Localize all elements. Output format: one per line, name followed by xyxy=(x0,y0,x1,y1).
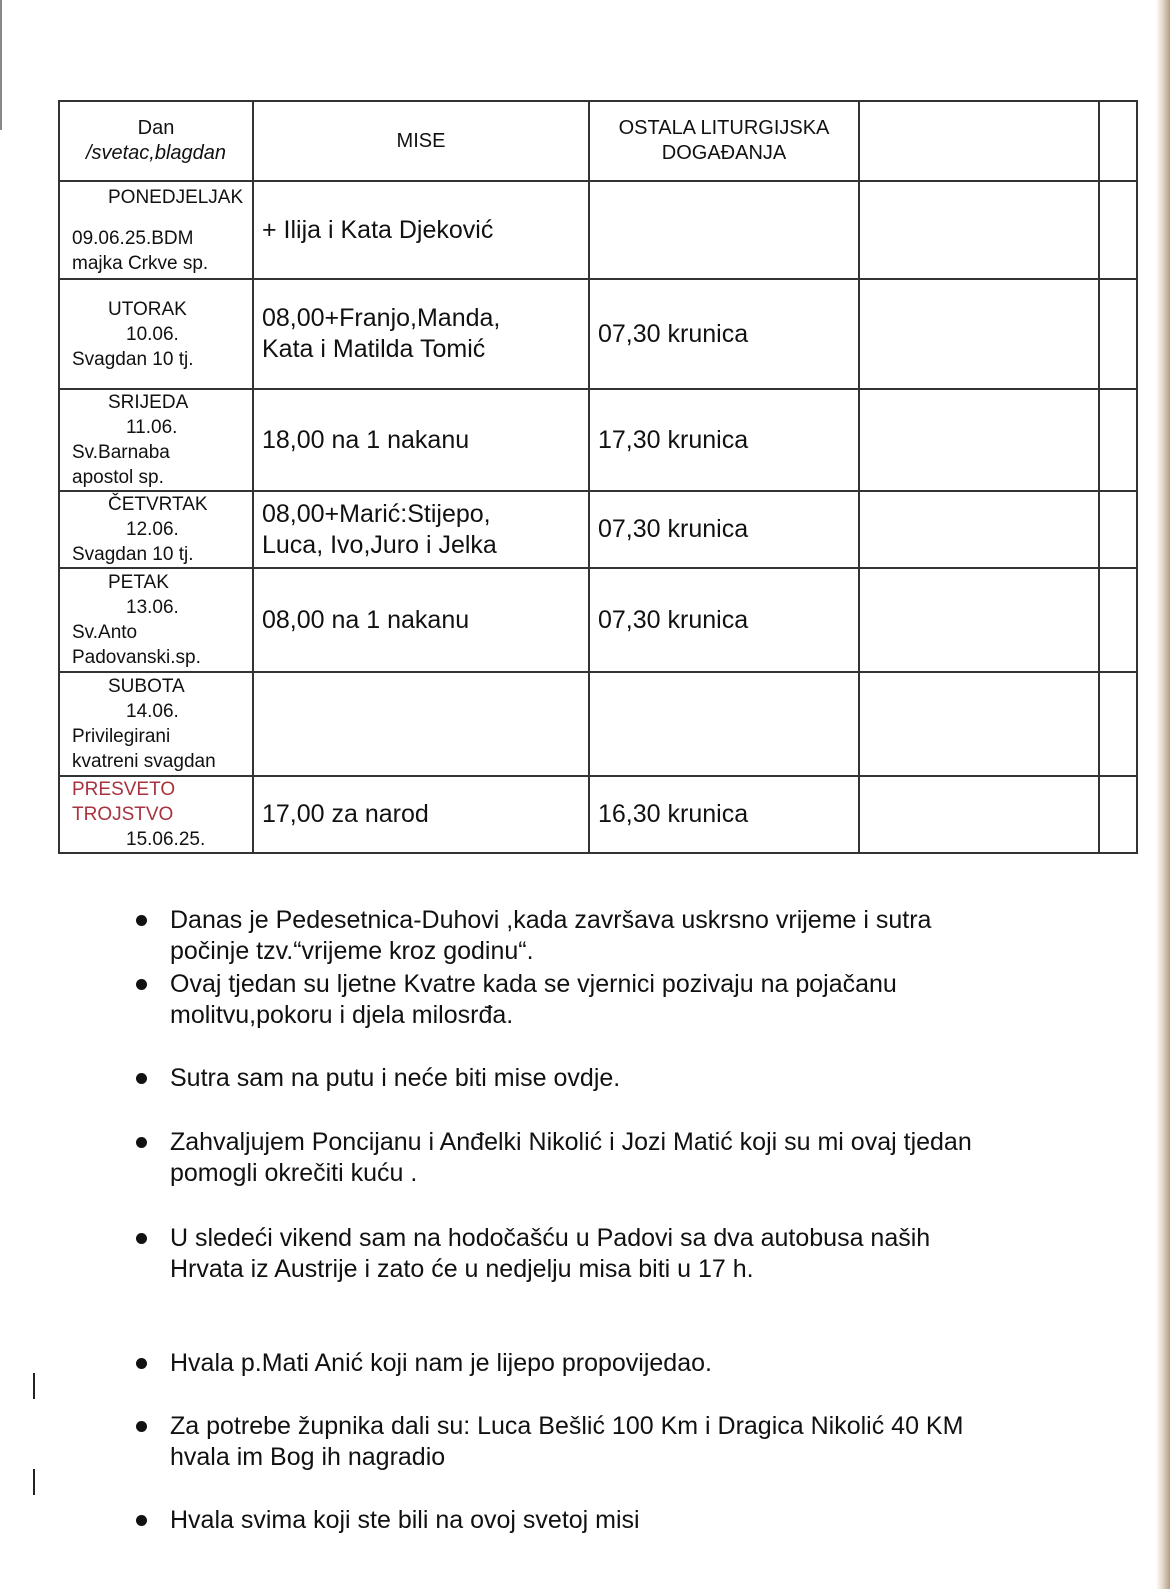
empty-cell xyxy=(859,389,1099,491)
note-line: Hvala svima koji ste bili na ovoj svetoj misi xyxy=(170,1506,640,1534)
mass-line: Luca, Ivo,Juro i Jelka xyxy=(262,530,497,559)
table-row xyxy=(59,672,1137,776)
day-name: SUBOTA xyxy=(108,676,185,697)
empty-cell xyxy=(859,279,1099,389)
header-day xyxy=(59,101,253,181)
header-empty xyxy=(859,101,1099,181)
header-other-line1: OSTALA LITURGIJSKA xyxy=(618,117,830,139)
mass-cell xyxy=(253,181,589,279)
table-row xyxy=(59,491,1137,568)
mass-cell xyxy=(253,568,589,672)
event-cell: 07,30 krunica xyxy=(589,279,859,389)
page-right-edge-shadow xyxy=(1156,0,1170,1589)
mass-line: 08,00+Franjo,Manda, xyxy=(262,304,501,332)
list-item xyxy=(140,1411,1070,1473)
day-name: PONEDJELJAK xyxy=(108,186,244,208)
feast-line: majka Crkve sp. xyxy=(72,252,209,274)
bullet-icon xyxy=(136,1421,147,1432)
day-cell xyxy=(59,672,253,776)
feast-line: 09.06.25.BDM xyxy=(72,227,194,249)
feast-line: apostol sp. xyxy=(72,467,164,488)
note-line: Danas je Pedesetnica-Duhovi ,kada završava uskrsno vrijeme i sutra xyxy=(170,906,932,934)
feast-line: Padovanski.sp. xyxy=(72,647,201,668)
list-item xyxy=(140,1505,1070,1536)
list-item xyxy=(140,905,1070,967)
mass-line: 17,00 za narod xyxy=(262,800,429,828)
day-date: 11.06. xyxy=(126,417,178,438)
table-row xyxy=(59,389,1137,491)
table-row xyxy=(59,181,1137,279)
note-line: Hrvata iz Austrije i zato će u nedjelju misa biti u 17 h. xyxy=(170,1255,754,1283)
mass-line: 18,00 na 1 nakanu xyxy=(262,425,470,454)
list-item xyxy=(140,1223,1070,1285)
day-cell xyxy=(59,279,253,389)
table-row xyxy=(59,568,1137,672)
day-date: 10.06. xyxy=(126,323,179,345)
day-cell xyxy=(59,568,253,672)
mass-schedule-table xyxy=(58,100,1136,854)
note-line: Za potrebe župnika dali su: Luca Bešlić 100 Km i Dragica Nikolić 40 KM xyxy=(170,1412,964,1440)
mass-cell xyxy=(253,672,589,776)
empty-cell xyxy=(859,672,1099,776)
note-line: počinje tzv.“vrijeme kroz godinu“. xyxy=(170,937,534,965)
header-empty-narrow xyxy=(1099,101,1137,181)
mass-cell xyxy=(253,279,589,389)
day-name: PETAK xyxy=(108,572,169,593)
bullet-icon xyxy=(136,1358,147,1369)
empty-cell xyxy=(1099,491,1137,568)
bullet-icon xyxy=(136,1073,147,1084)
day-name: SRIJEDA xyxy=(108,392,189,413)
table-header-row xyxy=(59,101,1137,181)
list-item xyxy=(140,1348,1070,1379)
header-other-line2: DOGAĐANJA xyxy=(661,142,787,164)
event-cell: 07,30 krunica xyxy=(589,568,859,672)
empty-cell xyxy=(1099,568,1137,672)
day-date: 12.06. xyxy=(126,519,179,540)
empty-cell xyxy=(1099,389,1137,491)
mass-line: + Ilija i Kata Djeković xyxy=(262,215,494,244)
event-cell: 16,30 krunica xyxy=(589,776,859,853)
note-line: pomogli okrečiti kuću . xyxy=(170,1159,418,1187)
mass-cell xyxy=(253,776,589,853)
bullet-icon xyxy=(136,1515,147,1526)
empty-cell xyxy=(1099,279,1137,389)
margin-mark xyxy=(33,1373,35,1399)
bullet-icon xyxy=(136,1233,147,1244)
note-line: Ovaj tjedan su ljetne Kvatre kada se vjernici pozivaju na pojačanu xyxy=(170,970,897,998)
bullet-icon xyxy=(136,1137,147,1148)
empty-cell xyxy=(859,491,1099,568)
note-line: Zahvaljujem Poncijanu i Anđelki Nikolić i Jozi Matić koji su mi ovaj tjedan xyxy=(170,1128,972,1156)
feast-line: Svagdan 10 tj. xyxy=(72,348,194,370)
day-cell xyxy=(59,776,253,853)
table-row xyxy=(59,279,1137,389)
day-name: UTORAK xyxy=(108,298,187,320)
empty-cell xyxy=(1099,672,1137,776)
day-date: 14.06. xyxy=(126,701,179,722)
day-cell xyxy=(59,181,253,279)
table-row xyxy=(59,776,1137,853)
note-line: Hvala p.Mati Anić koji nam je lijepo propovijedao. xyxy=(170,1349,712,1377)
spacer xyxy=(68,210,244,226)
day-date: 15.06.25. xyxy=(126,829,206,850)
feast-title-line: TROJSTVO xyxy=(72,804,174,825)
note-line: Sutra sam na putu i neće biti mise ovdje. xyxy=(170,1064,621,1092)
list-item xyxy=(140,1063,1070,1094)
mass-line: 08,00 na 1 nakanu xyxy=(262,605,470,634)
feast-line: Sv.Barnaba xyxy=(72,442,170,463)
feast-title-line: PRESVETO xyxy=(72,779,176,800)
header-day-line2: /svetac,blagdan xyxy=(85,142,227,164)
note-line: molitvu,pokoru i djela milosrđa. xyxy=(170,1001,514,1029)
day-cell xyxy=(59,491,253,568)
event-cell xyxy=(589,672,859,776)
page-left-edge xyxy=(0,0,2,130)
event-cell: 07,30 krunica xyxy=(589,491,859,568)
event-cell: 17,30 krunica xyxy=(589,389,859,491)
empty-cell xyxy=(859,776,1099,853)
mass-line: Kata i Matilda Tomić xyxy=(262,335,486,363)
empty-cell xyxy=(1099,776,1137,853)
mass-line: 08,00+Marić:Stijepo, xyxy=(262,499,491,528)
empty-cell xyxy=(859,181,1099,279)
list-item xyxy=(140,1127,1070,1189)
margin-mark xyxy=(33,1469,35,1495)
header-day-line1: Dan xyxy=(137,117,175,139)
note-line: U sledeći vikend sam na hodočašću u Padovi sa dva autobusa naših xyxy=(170,1224,931,1252)
day-date: 13.06. xyxy=(126,597,179,618)
empty-cell xyxy=(859,568,1099,672)
header-masses: MISE xyxy=(253,101,589,181)
mass-cell xyxy=(253,491,589,568)
feast-line: kvatreni svagdan xyxy=(72,751,216,772)
feast-line: Privilegirani xyxy=(72,726,171,747)
empty-cell xyxy=(1099,181,1137,279)
feast-line: Sv.Anto xyxy=(72,622,138,643)
bullet-icon xyxy=(136,979,147,990)
day-cell xyxy=(59,389,253,491)
feast-line: Svagdan 10 tj. xyxy=(72,544,194,565)
list-item xyxy=(140,969,1070,1031)
bullet-icon xyxy=(136,915,147,926)
day-name: ČETVRTAK xyxy=(108,494,208,515)
header-other-events xyxy=(589,101,859,181)
mass-cell xyxy=(253,389,589,491)
note-line: hvala im Bog ih nagradio xyxy=(170,1443,446,1471)
event-cell xyxy=(589,181,859,279)
